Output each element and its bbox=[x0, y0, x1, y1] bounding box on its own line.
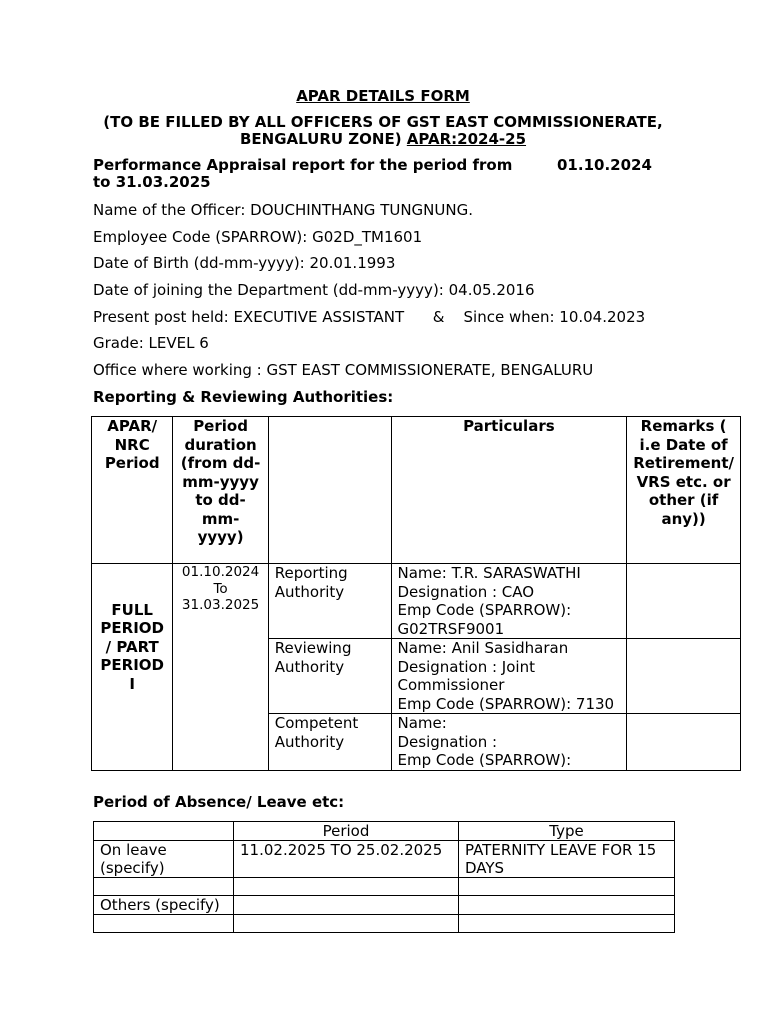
subtitle-line1: (TO BE FILLED BY ALL OFFICERS OF GST EAST COMMISSIONERATE, bbox=[103, 113, 663, 131]
header-duration: Period duration (from dd-mm-yyyy to dd-mm-yyyy) bbox=[173, 417, 268, 564]
table-row bbox=[92, 564, 741, 639]
duration-cell bbox=[173, 564, 268, 771]
authorities-table bbox=[91, 416, 741, 771]
officer-name: Name of the Officer: DOUCHINTHANG TUNGNUNG. bbox=[93, 201, 473, 219]
form-subtitle bbox=[93, 114, 673, 148]
office: Office where working : GST EAST COMMISSIONERATE, BENGALURU bbox=[93, 361, 594, 379]
present-post: Present post held: EXECUTIVE ASSISTANT & Since when: 10.04.2023 bbox=[93, 308, 646, 326]
absence-label bbox=[94, 878, 234, 896]
absence-label: Others (specify) bbox=[94, 896, 234, 915]
reporting-name: Name: T.R. SARASWATHI bbox=[397, 564, 581, 582]
reviewing-name: Name: Anil Sasidharan bbox=[397, 639, 569, 657]
remarks-reporting bbox=[627, 564, 741, 639]
absence-period bbox=[234, 896, 459, 915]
absence-label: On leave (specify) bbox=[94, 841, 234, 878]
particulars-reporting bbox=[391, 564, 627, 639]
absence-header-blank bbox=[94, 822, 234, 841]
reviewing-designation: Designation : Joint Commissioner bbox=[397, 657, 535, 694]
form-title bbox=[93, 86, 673, 106]
absence-header-period: Period bbox=[234, 822, 459, 841]
reporting-designation: Designation : CAO bbox=[397, 582, 535, 601]
reporting-emp-code: G02TRSF9001 bbox=[397, 619, 505, 638]
duration-from: 01.10.2024 bbox=[181, 564, 260, 580]
role-reviewing: Reviewing Authority bbox=[268, 639, 391, 714]
authorities-heading: Reporting & Reviewing Authorities: bbox=[93, 388, 394, 406]
absence-heading: Period of Absence/ Leave etc: bbox=[93, 793, 345, 811]
particulars-competent bbox=[391, 714, 627, 771]
duration-to-word: To bbox=[213, 580, 228, 597]
employee-code: Employee Code (SPARROW): G02D_TM1601 bbox=[93, 228, 423, 246]
authorities-header-row bbox=[92, 417, 741, 564]
header-particulars: Particulars bbox=[391, 417, 627, 564]
subtitle-apar-year: APAR:2024-25 bbox=[406, 130, 527, 148]
reviewing-emp-code: Emp Code (SPARROW): 7130 bbox=[397, 694, 615, 713]
period-to: to 31.03.2025 bbox=[93, 173, 211, 191]
header-remarks: Remarks ( i.e Date of Retirement/ VRS etc. or other (if any)) bbox=[627, 417, 741, 564]
date-of-joining: Date of joining the Department (dd-mm-yyyy): 04.05.2016 bbox=[93, 281, 535, 299]
period-type: FULL PERIOD / PART PERIOD I bbox=[92, 564, 173, 771]
absence-header-row bbox=[94, 822, 675, 841]
table-row bbox=[94, 841, 675, 878]
subtitle-line2: BENGALURU ZONE) bbox=[239, 130, 407, 148]
competent-name: Name: bbox=[397, 714, 447, 732]
role-competent: Competent Authority bbox=[268, 714, 391, 771]
absence-period bbox=[234, 878, 459, 896]
header-role bbox=[268, 417, 391, 564]
duration-to: 31.03.2025 bbox=[181, 597, 260, 613]
competent-emp-code: Emp Code (SPARROW): bbox=[397, 751, 572, 769]
absence-table bbox=[93, 821, 675, 933]
role-reporting: Reporting Authority bbox=[268, 564, 391, 639]
absence-type bbox=[459, 878, 675, 896]
header-period: APAR/ NRC Period bbox=[92, 417, 173, 564]
remarks-reviewing bbox=[627, 639, 741, 714]
absence-type bbox=[459, 896, 675, 915]
reporting-emp-code-label: Emp Code (SPARROW): bbox=[397, 601, 572, 619]
date-of-birth: Date of Birth (dd-mm-yyyy): 20.01.1993 bbox=[93, 254, 396, 272]
table-row bbox=[94, 878, 675, 896]
appraisal-period bbox=[93, 157, 673, 191]
remarks-competent bbox=[627, 714, 741, 771]
grade: Grade: LEVEL 6 bbox=[93, 334, 209, 352]
absence-type: PATERNITY LEAVE FOR 15 DAYS bbox=[459, 841, 675, 878]
absence-period bbox=[234, 915, 459, 933]
period-label: Performance Appraisal report for the period from bbox=[93, 156, 513, 174]
form-title-text: APAR DETAILS FORM bbox=[296, 87, 470, 105]
absence-type bbox=[459, 915, 675, 933]
period-from: 01.10.2024 bbox=[557, 156, 652, 174]
absence-header-type: Type bbox=[459, 822, 675, 841]
table-row bbox=[94, 896, 675, 915]
absence-period: 11.02.2025 TO 25.02.2025 bbox=[234, 841, 459, 878]
competent-designation: Designation : bbox=[397, 732, 498, 751]
particulars-reviewing bbox=[391, 639, 627, 714]
table-row bbox=[94, 915, 675, 933]
absence-label bbox=[94, 915, 234, 933]
